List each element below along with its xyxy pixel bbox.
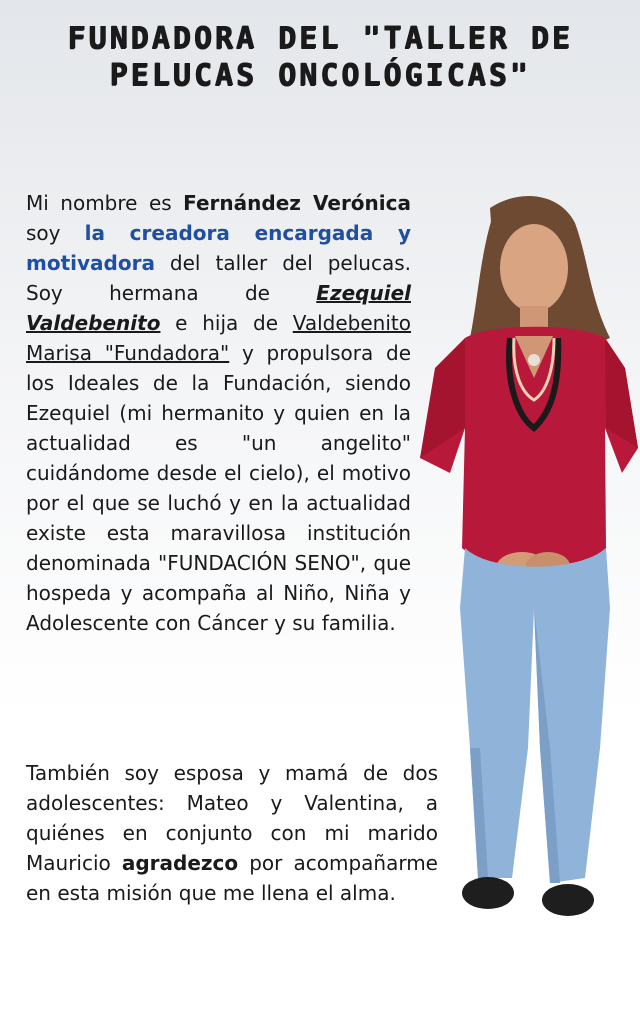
bio-text: por acompañarme en esta misión que me llena el alma.	[26, 851, 438, 905]
bio-text: soy	[26, 221, 85, 245]
brother-name: Ezequiel Valdebenito	[26, 281, 411, 335]
mother-name: Valdebenito Marisa "Fundadora"	[26, 311, 411, 365]
bio-text: Mi nombre es	[26, 191, 184, 215]
bio-paragraph-2	[26, 758, 438, 908]
bio-text: del taller del pelucas. Soy hermana de	[26, 251, 411, 305]
bio-text: También soy esposa y mamá de dos adolescentes: Mateo y Valentina, a quiénes en conjunto con mi marido Mauricio	[26, 761, 438, 875]
author-name: Fernández Verónica	[183, 191, 411, 215]
page-title: FUNDADORA DEL "TALLER DE PELUCAS ONCOLÓGICAS"	[67, 21, 573, 93]
bio-paragraph-1	[26, 188, 411, 638]
thanks-word: agradezco	[121, 851, 239, 875]
role-highlight: la creadora encargada y motivadora	[26, 221, 411, 275]
bio-text: y propulsora de los Ideales de la Fundación, siendo Ezequiel (mi hermanito y quien en la actualidad es "un angelito" cuidándome desde el cielo), el motivo por el que se luchó y en la actualidad existe esta maravillosa institución denominada "FUNDACIÓN SENO", que hospeda y acompaña al Niño, Niña y Adolescente con Cáncer y su familia.	[26, 341, 411, 635]
founder-photo	[410, 188, 640, 928]
bio-text: e hija de	[160, 311, 293, 335]
